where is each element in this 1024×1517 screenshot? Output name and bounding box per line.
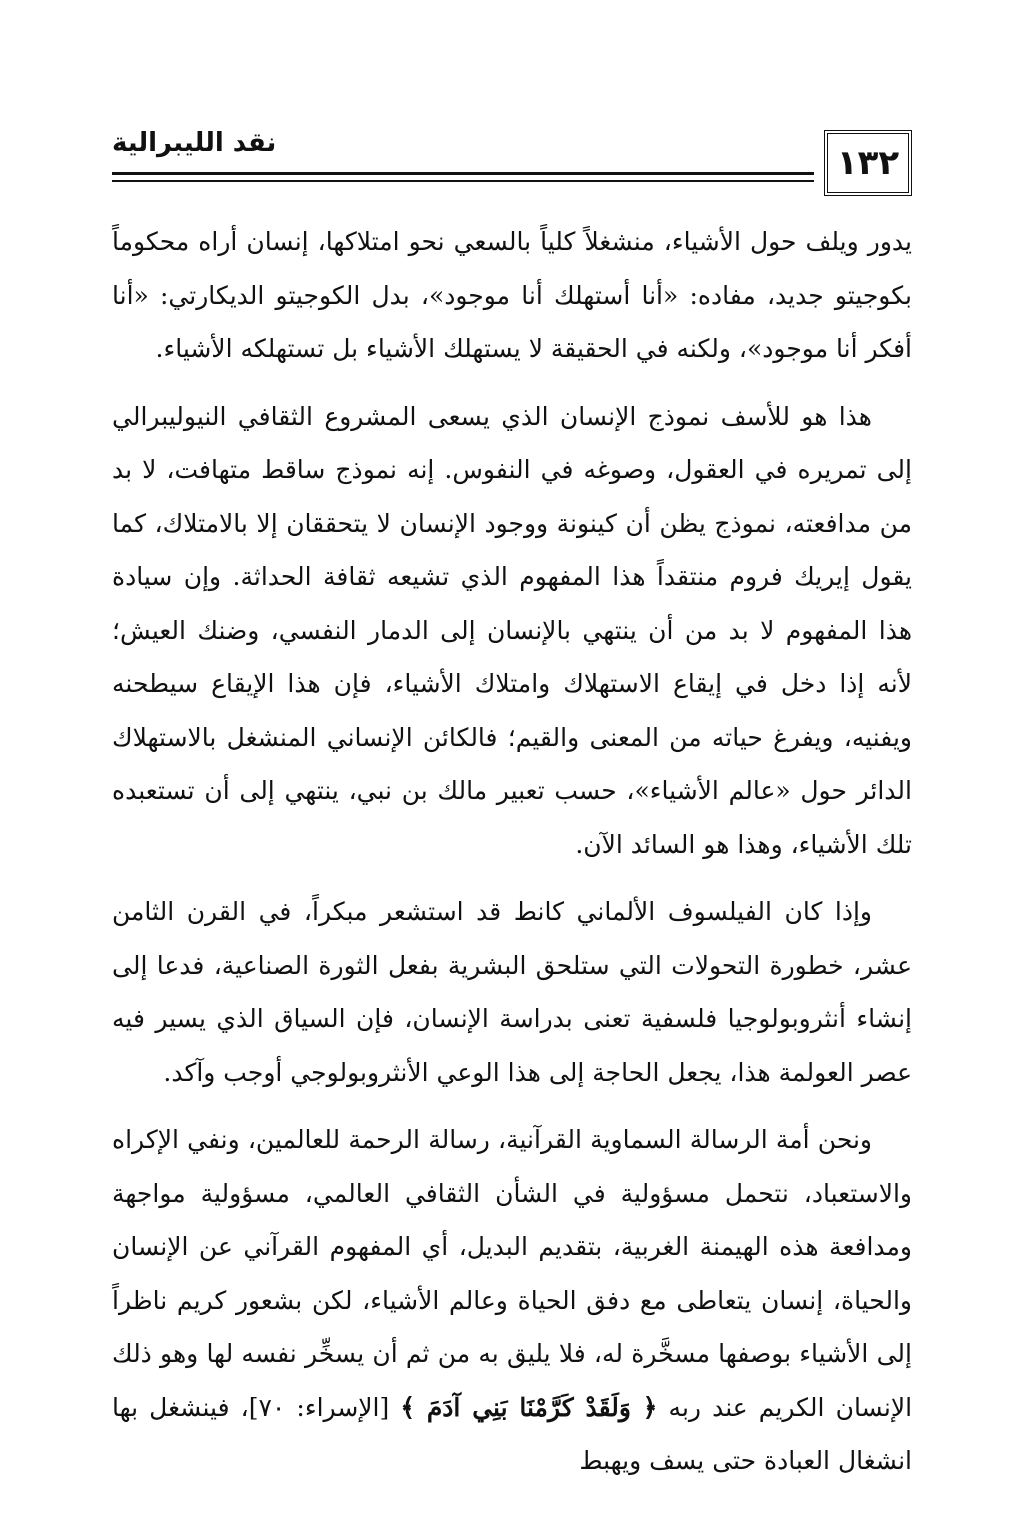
paragraph-4 [112, 1113, 912, 1488]
page-number-box [824, 130, 912, 196]
page-body [112, 215, 912, 1488]
page-header [112, 120, 912, 206]
paragraph-4-text: ونحن أمة الرسالة السماوية القرآنية، رسالة الرحمة للعالمين، ونفي الإكراه والاستعباد، نتحمل مسؤولية في الشأن الثقافي العالمي، مسؤولية مواجهة ومدافعة هذه الهيمنة الغربية، بتقديم البديل، أي المفهوم القرآني عن الإنسان والحياة، إنسان يتعاطى مع دفق الحياة وعالم الأشياء، لكن بشعور كريم ناظراً إلى الأشياء بوصفها مسخَّرة له، فلا يليق به من ثم أن يسخِّر نفسه لها وهو ذلك الإنسان الكريم عند ربه [112, 1125, 913, 1422]
header-rule-bottom [112, 180, 814, 182]
verse-reference: [الإسراء: ٧٠] [248, 1392, 390, 1422]
page-number: ١٣٢ [836, 143, 900, 183]
header-rule-top [112, 172, 814, 175]
paragraph-4-tail: ، فينشغل بها انشغال العبادة حتى يسف ويهبط [112, 1392, 912, 1475]
quran-verse: ﴿ وَلَقَدْ كَرَّمْنَا بَنِي آدَمَ ﴾ [400, 1392, 658, 1422]
paragraph-3: وإذا كان الفيلسوف الألماني كانط قد استشعر مبكراً، في القرن الثامن عشر، خطورة التحولات التي ستلحق البشرية بفعل الثورة الصناعية، فدعا إلى إنشاء أنثروبولوجيا فلسفية تعنى بدراسة الإنسان، فإن السياق الذي يسير فيه عصر العولمة هذا، يجعل الحاجة إلى هذا الوعي الأنثروبولوجي أوجب وآكد. [112, 897, 912, 1087]
book-title: نقد الليبرالية [112, 128, 277, 158]
paragraph-2: هذا هو للأسف نموذج الإنسان الذي يسعى المشروع الثقافي النيوليبرالي إلى تمريره في العقول، وصوغه في النفوس. إنه نموذج ساقط متهافت، لا بد من مدافعته، نموذج يظن أن كينونة ووجود الإنسان لا يتحققان إلا بالامتلاك، كما يقول إيريك فروم منتقداً هذا المفهوم الذي تشيعه ثقافة الحداثة. وإن سيادة هذا المفهوم لا بد من أن ينتهي بالإنسان إلى الدمار النفسي، وضنك العيش؛ لأنه إذا دخل في إيقاع الاستهلاك وامتلاك الأشياء، فإن هذا الإيقاع سيطحنه ويفنيه، ويفرغ حياته من المعنى والقيم؛ فالكائن الإنساني المنشغل بالاستهلاك الدائر حول «عالم الأشياء»، حسب تعبير مالك بن نبي، ينتهي إلى أن تستعبده تلك الأشياء، وهذا هو السائد الآن. [112, 401, 912, 859]
paragraph-1: يدور ويلف حول الأشياء، منشغلاً كلياً بالسعي نحو امتلاكها، إنسان أراه محكوماً بكوجيتو جديد، مفاده: «أنا أستهلك أنا موجود»، بدل الكوجيتو الديكارتي: «أنا أفكر أنا موجود»، ولكنه في الحقيقة لا يستهلك الأشياء بل تستهلكه الأشياء. [112, 227, 912, 363]
